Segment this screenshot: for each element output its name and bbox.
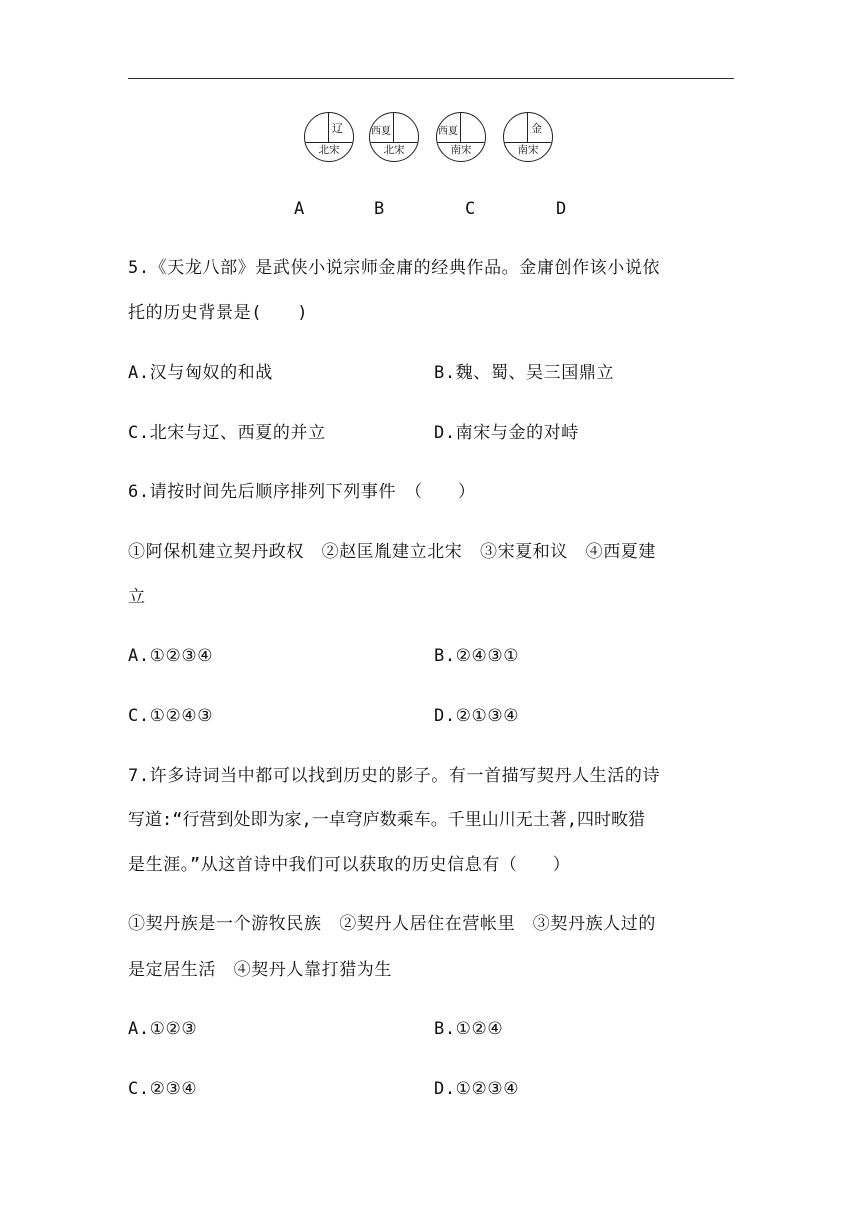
q7-option-d[interactable]: D.①②③④ (434, 1079, 520, 1099)
q7-option-c[interactable]: C.②③④ (128, 1079, 198, 1099)
circle-top-label: 西夏 (371, 126, 391, 137)
figure-letter-c: C (465, 199, 476, 219)
q5-option-c[interactable]: C.北宋与辽、西夏的并立 (128, 423, 326, 443)
q7-stem-line-1: 7.许多诗词当中都可以找到历史的影子。有一首描写契丹人生活的诗 (128, 766, 661, 786)
figure-letter-d: D (556, 199, 567, 219)
header-rule (128, 78, 734, 79)
q5-option-d[interactable]: D.南宋与金的对峙 (434, 423, 579, 443)
q5-stem-line-1: 5.《天龙八部》是武侠小说宗师金庸的经典作品。金庸创作该小说依 (128, 258, 661, 278)
circle-top-label: 西夏 (438, 126, 458, 137)
q6-option-d[interactable]: D.②①③④ (434, 706, 520, 726)
q6-stem: 6.请按时间先后顺序排列下列事件 （ ） (128, 482, 476, 502)
circle-bottom-label: 南宋 (450, 144, 472, 156)
q6-items-line-2: 立 (128, 587, 146, 607)
circle-option-b (369, 112, 419, 162)
figure-letter-b: B (374, 199, 385, 219)
figure-letter-a: A (294, 199, 305, 219)
circle-option-a (304, 112, 354, 162)
q6-option-a[interactable]: A.①②③④ (128, 646, 214, 666)
q7-stem-line-2: 写道:“行营到处即为家,一卓穹庐数乘车。千里山川无土著,四时畋猎 (128, 810, 645, 830)
q7-option-a[interactable]: A.①②③ (128, 1019, 198, 1039)
circle-option-c (436, 112, 486, 162)
q7-items-line-1: ①契丹族是一个游牧民族 ②契丹人居住在营帐里 ③契丹族人过的 (128, 914, 656, 934)
q5-option-a[interactable]: A.汉与匈奴的和战 (128, 363, 273, 383)
q5-option-b[interactable]: B.魏、蜀、吴三国鼎立 (434, 363, 615, 383)
q6-option-b[interactable]: B.②④③① (434, 646, 520, 666)
q6-items-line-1: ①阿保机建立契丹政权 ②赵匡胤建立北宋 ③宋夏和议 ④西夏建 (128, 542, 656, 562)
circle-bottom-label: 北宋 (383, 144, 405, 156)
circle-option-d (503, 112, 553, 162)
regime-diagram (0, 112, 860, 164)
q7-option-b[interactable]: B.①②④ (434, 1019, 504, 1039)
circle-top-label: 辽 (332, 122, 343, 135)
circle-top-label: 金 (531, 122, 542, 135)
q5-stem-line-2: 托的历史背景是( ) (128, 303, 309, 323)
circle-bottom-label: 北宋 (318, 144, 340, 156)
q7-stem-line-3: 是生涯。”从这首诗中我们可以获取的历史信息有（ ） (128, 855, 571, 875)
circle-bottom-label: 南宋 (517, 144, 539, 156)
q6-option-c[interactable]: C.①②④③ (128, 706, 214, 726)
q7-items-line-2: 是定居生活 ④契丹人靠打猎为生 (128, 960, 392, 980)
